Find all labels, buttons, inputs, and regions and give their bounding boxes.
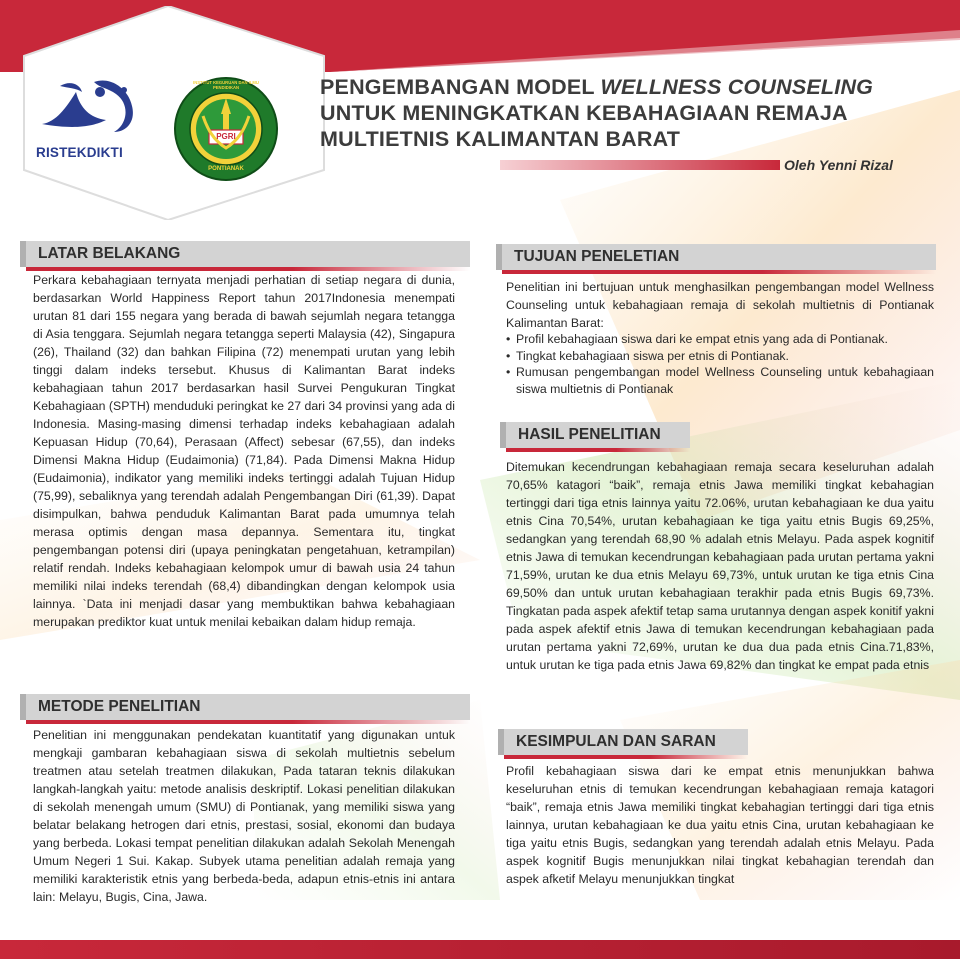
hasil-penelitian-text: Ditemukan kecendrungan kebahagiaan remaja secara keseluruhan adalah 70,65% katagori “baik”, remaja etnis Jawa memiliki tingkat kebahagian tertinggi dari tiga etnis lainnya yaitu 72.06%, urutan kebahagiaan ke dua yaitu etnis Cina 70,54%, urutan kebahagiaan ke tiga yaitu etnis Bugis 69,25%, sedangkan yang terendah 68,90 % adalah etnis Melayu. Pada aspek kognitif etnis Jawa di temukan kecendrungan kebahagiaan pada urutan pertama yakni 71,59%, urutan ke dua etnis Melayu 69,73%, untuk urutan ke tiga etnis Cina 69,50% dan untuk urutan kebahagiaan terakhir pada etnis Bugis 69,73%. Tingkatan pada aspek afektif tetap sama urutannya dengan aspek konitif yakni pada aspek afektif etnis Jawa di temukan kecendrungan kebahagiaan pada urutan pertama yakni 72,69%, urutan ke dua dua pada etnis Cina.71,83%, untuk urutan ke tiga pada etnis Jawa 69,82% dan tingkat ke empat pada etnis [506,460,934,672]
tujuan-heading-text: TUJUAN PENELETIAN [514,248,680,265]
section-heading-metode-penelitian [20,694,470,720]
metode-heading-text: METODE PENELITIAN [38,698,201,715]
poster-title [320,74,940,152]
kesimpulan-heading-underline [504,755,748,759]
ikip-pgri-badge-text: PGRI [216,132,236,141]
latar-heading-text: LATAR BELAKANG [38,245,181,262]
title-line1-a: PENGEMBANGAN MODEL [320,75,601,99]
hasil-heading-text: HASIL PENELITIAN [518,426,661,443]
list-item: • Profil kebahagiaan siswa dari ke empat etnis yang ada di Pontianak. [506,331,934,348]
kesimpulan-dan-saran-text: Profil kebahagiaan siswa dari ke empat etnis menunjukkan bahwa keseluruhan etnis di temukan kecendrungan kebahagiaan remaja katagori “baik”, remaja etnis Jawa memiliki tingkat kebahagian tertinggi dari tiga etnis lainnya, urutan kebahagiaan ke dua yaitu etnis Cina, urutan kebahagiaan ke tiga yaitu etnis Bugis, sedangkan yang terendah adalah etnis Melayu. Pada aspek kognitif Bugis menunjukkan nilai tingkat kebahagian terendah dan aspek afketif Melayu menunjukkan tingkat [506,764,934,886]
author-name: Oleh Yenni Rizal [784,157,893,173]
tujuan-list [506,331,934,397]
title-line1-b: WELLNESS COUNSELING [600,75,874,99]
section-heading-tujuan-peneletian [496,244,936,270]
section-heading-latar-belakang [20,241,470,267]
ikip-pgri-city-text: PONTIANAK [208,166,244,172]
ristekdikti-logo [36,78,146,158]
tujuan-intro-text: Penelitian ini bertujuan untuk menghasilkan pengembangan model Wellness Counseling untuk kebahagiaan remaja di sekolah multietnis di Pontianak Kalimantan Barat: [506,280,934,330]
metode-penelitian-text: Penelitian ini menggunakan pendekatan kuantitatif yang digunakan untuk mengkaji gambaran kebahagiaan siswa di sekolah multietnis sebelum treatmen atau setelah treatmen dilakukan, Pada tataran teknis dilakukan langkah-langkah yaitu: metode analisis deskriptif. Lokasi penelitian dilakukan di sekolah menengah umum (SMU) di Pontianak, yang memiliki siswa yang belatar belakang hetrogen dari etnis, prestasi, sosial, ekonomi dan budaya yang berbeda. Lokasi tempat penelitian dilakukan adalah Sekolah Menengah Umum Negeri 1 Sui. Kakap. Subyek utama penelitian adalah remaja yang memiliki karakteristik etnis yang berbeda-beda, adapun etnis-etnis ini antara lain: Melayu, Bugis, Cina, Jawa. [33,728,455,904]
list-item: • Rumusan pengembangan model Wellness Counseling untuk kebahagiaan siswa multietnis di Pontianak [506,364,934,397]
section-heading-kesimpulan-dan-saran [498,729,748,755]
hasil-heading-underline [506,448,690,452]
ikip-pgri-logo [173,76,279,182]
ristekdikti-logo-text: RISTEKDIKTI [36,145,123,160]
author-accent-bar [500,160,780,170]
ristekdikti-emblem-icon [36,78,146,138]
ikip-pgri-ring-text: INSTITUT KEGURUAN DAN ILMU PENDIDIKAN [193,80,259,90]
tujuan-heading-underline [502,270,936,274]
kesimpulan-heading-text: KESIMPULAN DAN SARAN [516,733,716,750]
title-line2: UNTUK MENINGKATKAN KEBAHAGIAAN REMAJA [320,101,848,125]
latar-belakang-text: Perkara kebahagiaan ternyata menjadi perhatian di setiap negara di dunia, berdasarkan World Happiness Report tahun 2017Indonesia menempati urutan 81 dari 155 negara yang berada di bawah sejumlah negara tetangga di Asia tenggara. Sejumlah negara tetangga seperti Malaysia (42), Singapura (26), Thailand (32) dan bahkan Filipina (72) menempati urutan yang lebih tinggi dalam indeks tersebut. Khusus di Kalimantan Barat indeks kebahagiaan tahun 2017 berdasarkan hasil Survei Pengukuran Tingkat Kebahagiaan (SPTH) menduduki peringkat ke 27 dari 34 provinsi yang ada di Indonesia. Masing-masing dimensi terhadap indeks kebahagiaan adalah Kepuasan Hidup (70,64), Perasaan (Affect) sebesar (67,55), dan indeks Dimensi Makna Hidup (Eudaimonia) (71,84). Pada Dimensi Makna Hidup (Eudaimonia), indikator yang memiliki indeks tertinggi adalah Tujuan Hidup (75,99), sebaliknya yang terendah adalah Pengembangan Diri (61,39). Dapat disimpulkan, bahwa penduduk Kalimantan Barat pada umumnya telah merasa optimis dengan masa depannya. Sementara itu, tingkat pengembangan potensi diri (upaya peningkatan pengetahuan, ketrampilan) relatif rendah. Indeks kebahagiaan kelompok umur di bawah usia 24 tahun memiliki nilai indeks terendah (68,4) dibandingkan dengan kelompok usia lainnya. `Data ini menjadi dasar yang membuktikan bahwa kebahagiaan merupakan prediktor kuat untuk menilai kebaikan dalam hidup remaja. [33,273,455,629]
bottom-banner [0,940,960,959]
section-heading-hasil-penelitian [500,422,690,448]
title-line3: MULTIETNIS KALIMANTAN BARAT [320,127,681,151]
list-item: • Tingkat kebahagiaan siswa per etnis di Pontianak. [506,348,934,365]
metode-heading-underline [26,720,470,724]
